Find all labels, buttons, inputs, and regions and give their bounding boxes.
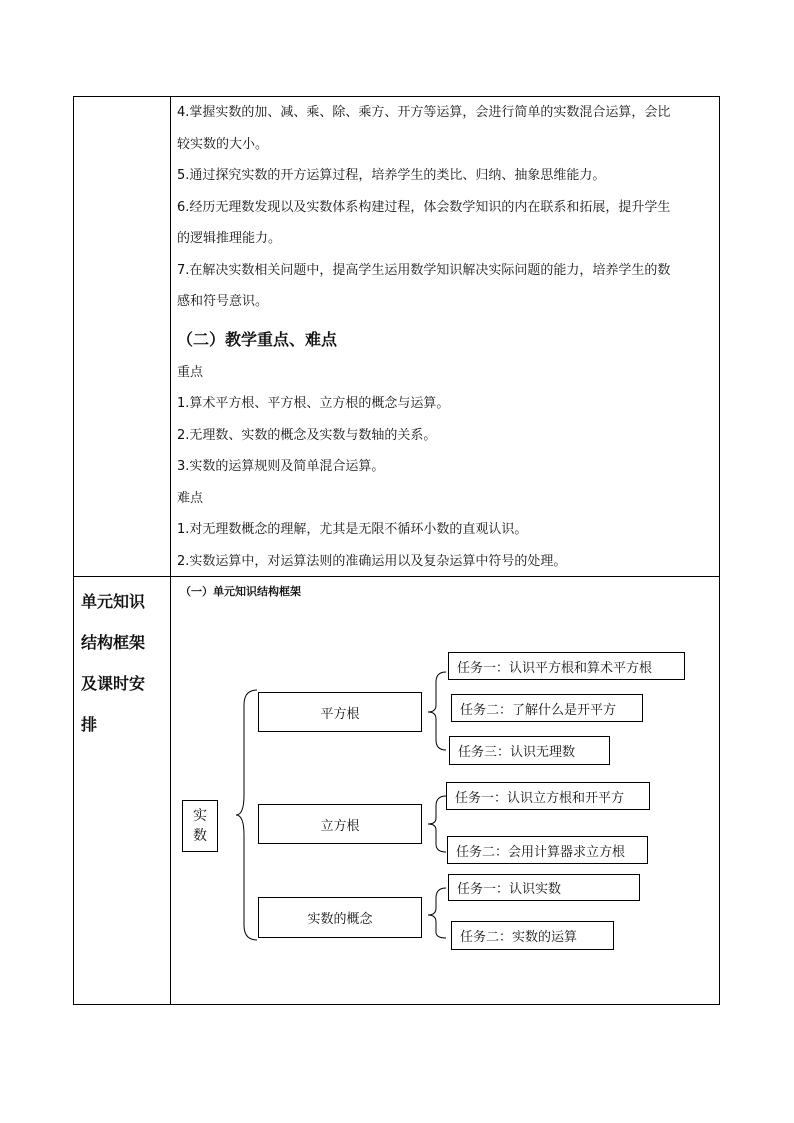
task-node-3-1: 任务一：认识实数 <box>448 874 640 901</box>
task-node-2-1: 任务一：认识立方根和开平方 <box>446 782 650 810</box>
objective-4-line2: 较实数的大小。 <box>177 137 269 152</box>
objective-5: 5.通过探究实数的开方运算过程，培养学生的类比、归纳、抽象思维能力。 <box>177 168 606 183</box>
objective-7-line2: 感和符号意识。 <box>177 294 269 309</box>
difficulty-item-2: 2.实数运算中，对运算法则的准确运用以及复杂运算中符号的处理。 <box>177 554 567 569</box>
root-char-1: 实 <box>193 808 207 824</box>
branch-node-cube-root: 立方根 <box>258 804 422 844</box>
row-label-line4: 排 <box>81 715 98 734</box>
focus-item-1: 1.算术平方根、平方根、立方根的概念与运算。 <box>177 396 450 411</box>
branch-1-brace <box>428 672 446 750</box>
branch-2-brace <box>428 796 446 852</box>
root-node-real-numbers <box>182 800 218 852</box>
objective-6-line2: 的逻辑推理能力。 <box>177 231 282 246</box>
focus-item-3: 3.实数的运算规则及简单混合运算。 <box>177 459 385 474</box>
task-node-2-2: 任务二：会用计算器求立方根 <box>447 836 648 864</box>
focus-item-2: 2.无理数、实数的概念及实数与数轴的关系。 <box>177 428 437 443</box>
difficulty-label: 难点 <box>177 491 204 506</box>
objective-4-line1: 4.掌握实数的加、减、乘、除、乘方、开方等运算，会进行简单的实数混合运算，会比 <box>177 105 671 120</box>
row-label-line3: 及课时安 <box>81 674 146 693</box>
root-char-2: 数 <box>193 828 207 844</box>
row-label-line2: 结构框架 <box>81 633 146 652</box>
branch-3-brace <box>428 888 446 938</box>
section-heading: （二）教学重点、难点 <box>177 330 338 349</box>
focus-label: 重点 <box>177 365 204 380</box>
branch-node-square-root: 平方根 <box>258 692 422 732</box>
task-node-3-2: 任务二：实数的运算 <box>451 921 614 950</box>
row-label-line1: 单元知识 <box>81 592 146 611</box>
task-node-1-2: 任务二：了解什么是开平方 <box>451 694 643 722</box>
branch-node-real-number-concept: 实数的概念 <box>258 897 422 938</box>
task-node-1-3: 任务三：认识无理数 <box>449 736 610 765</box>
root-brace <box>236 690 257 940</box>
objective-6-line1: 6.经历无理数发现以及实数体系构建过程，体会数学知识的内在联系和拓展，提升学生 <box>177 200 671 215</box>
difficulty-item-1: 1.对无理数概念的理解，尤其是无限不循环小数的直观认识。 <box>177 522 528 537</box>
framework-subheading: （一）单元知识结构框架 <box>180 585 301 598</box>
task-node-1-1: 任务一：认识平方根和算术平方根 <box>448 652 685 680</box>
objective-7-line1: 7.在解决实数相关问题中，提高学生运用数学知识解决实际问题的能力，培养学生的数 <box>177 263 671 278</box>
